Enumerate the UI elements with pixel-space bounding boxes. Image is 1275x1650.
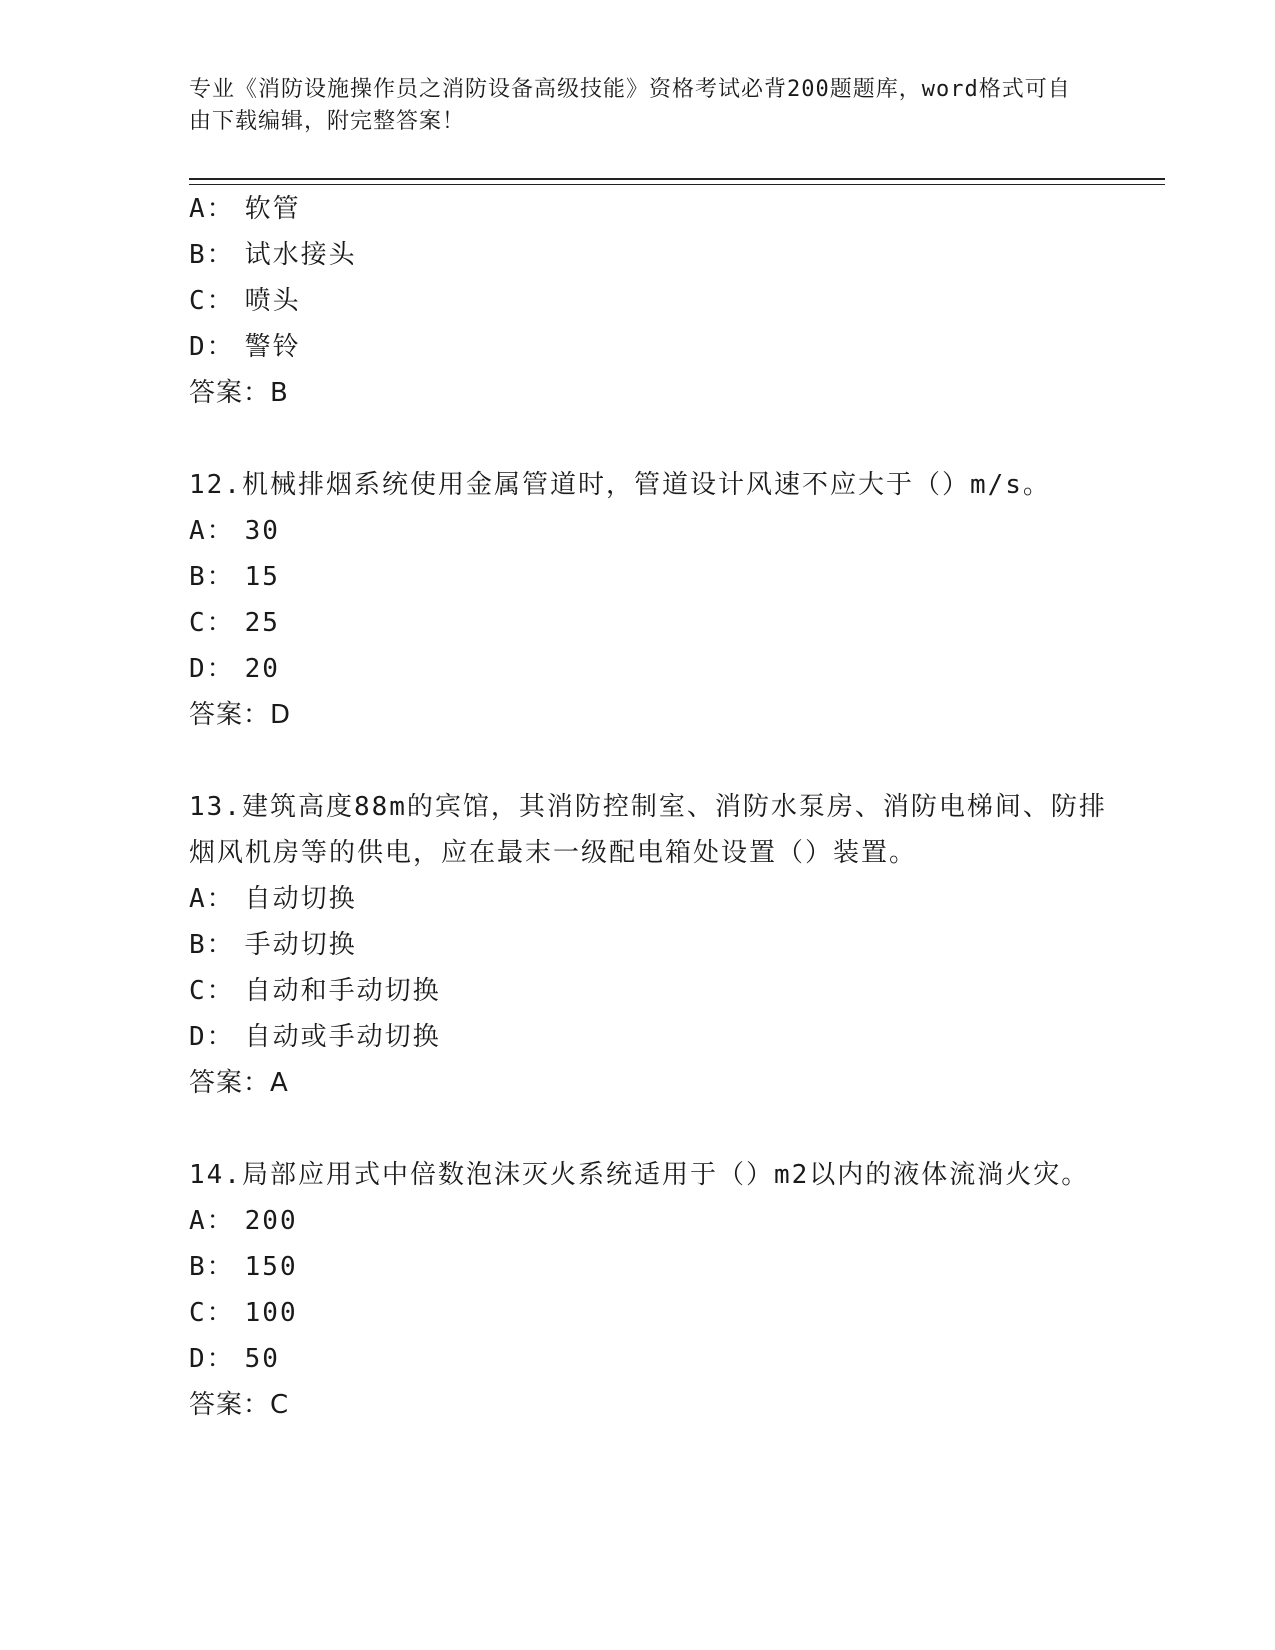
option-c [189, 968, 1119, 1014]
option-d [189, 646, 1119, 692]
option-letter: D： [189, 1022, 235, 1052]
option-letter: C： [189, 608, 235, 638]
option-text: 手动切换 [244, 930, 357, 960]
option-b [189, 232, 1119, 278]
question-block-14 [189, 1152, 1119, 1428]
question-block-13 [189, 784, 1119, 1106]
option-text: 25 [244, 608, 280, 638]
option-text: 警铃 [244, 332, 301, 362]
document-header: 专业《消防设施操作员之消防设备高级技能》资格考试必背200题题库，word格式可自由下载编辑，附完整答案！ [189, 77, 1071, 134]
option-c [189, 278, 1119, 324]
spacer [189, 1106, 1119, 1152]
option-text: 软管 [244, 194, 301, 224]
option-c [189, 1290, 1119, 1336]
answer-line: 答案：B [189, 378, 289, 408]
option-letter: C： [189, 286, 235, 316]
question-block-11 [189, 186, 1119, 416]
option-d [189, 1014, 1119, 1060]
option-text: 自动切换 [244, 884, 357, 914]
option-letter: B： [189, 240, 235, 270]
option-letter: B： [189, 562, 235, 592]
option-letter: B： [189, 1252, 235, 1282]
option-d [189, 1336, 1119, 1382]
option-text: 喷头 [244, 286, 301, 316]
option-letter: D： [189, 654, 235, 684]
option-letter: A： [189, 194, 235, 224]
option-a [189, 186, 1119, 232]
answer-line: 答案：C [189, 1390, 290, 1420]
header-divider-thin [189, 184, 1165, 185]
option-a [189, 1198, 1119, 1244]
option-a [189, 508, 1119, 554]
option-text: 200 [244, 1206, 298, 1236]
question-text: 14.局部应用式中倍数泡沫灭火系统适用于（）m2以内的液体流淌火灾。 [189, 1160, 1090, 1190]
option-b [189, 922, 1119, 968]
option-b [189, 554, 1119, 600]
option-text: 15 [244, 562, 280, 592]
question-text: 12.机械排烟系统使用金属管道时，管道设计风速不应大于（）m/s。 [189, 470, 1051, 500]
option-letter: B： [189, 930, 235, 960]
question-block-12 [189, 462, 1119, 738]
header-divider-thick [189, 178, 1165, 180]
option-d [189, 324, 1119, 370]
option-letter: C： [189, 1298, 235, 1328]
option-b [189, 1244, 1119, 1290]
option-text: 自动和手动切换 [244, 976, 441, 1006]
option-c [189, 600, 1119, 646]
option-letter: A： [189, 884, 235, 914]
question-text: 13.建筑高度88m的宾馆，其消防控制室、消防水泵房、消防电梯间、防排烟风机房等的供电，应在最末一级配电箱处设置（）装置。 [189, 792, 1107, 868]
option-letter: A： [189, 516, 235, 546]
option-text: 试水接头 [244, 240, 357, 270]
question-content [189, 186, 1119, 1428]
option-text: 30 [244, 516, 280, 546]
answer-line: 答案：D [189, 700, 292, 730]
option-letter: D： [189, 332, 235, 362]
option-text: 100 [244, 1298, 298, 1328]
option-text: 自动或手动切换 [244, 1022, 441, 1052]
spacer [189, 416, 1119, 462]
option-letter: D： [189, 1344, 235, 1374]
option-text: 20 [244, 654, 280, 684]
answer-line: 答案：A [189, 1068, 289, 1098]
option-a [189, 876, 1119, 922]
option-text: 150 [244, 1252, 298, 1282]
option-text: 50 [244, 1344, 280, 1374]
option-letter: C： [189, 976, 235, 1006]
spacer [189, 738, 1119, 784]
option-letter: A： [189, 1206, 235, 1236]
